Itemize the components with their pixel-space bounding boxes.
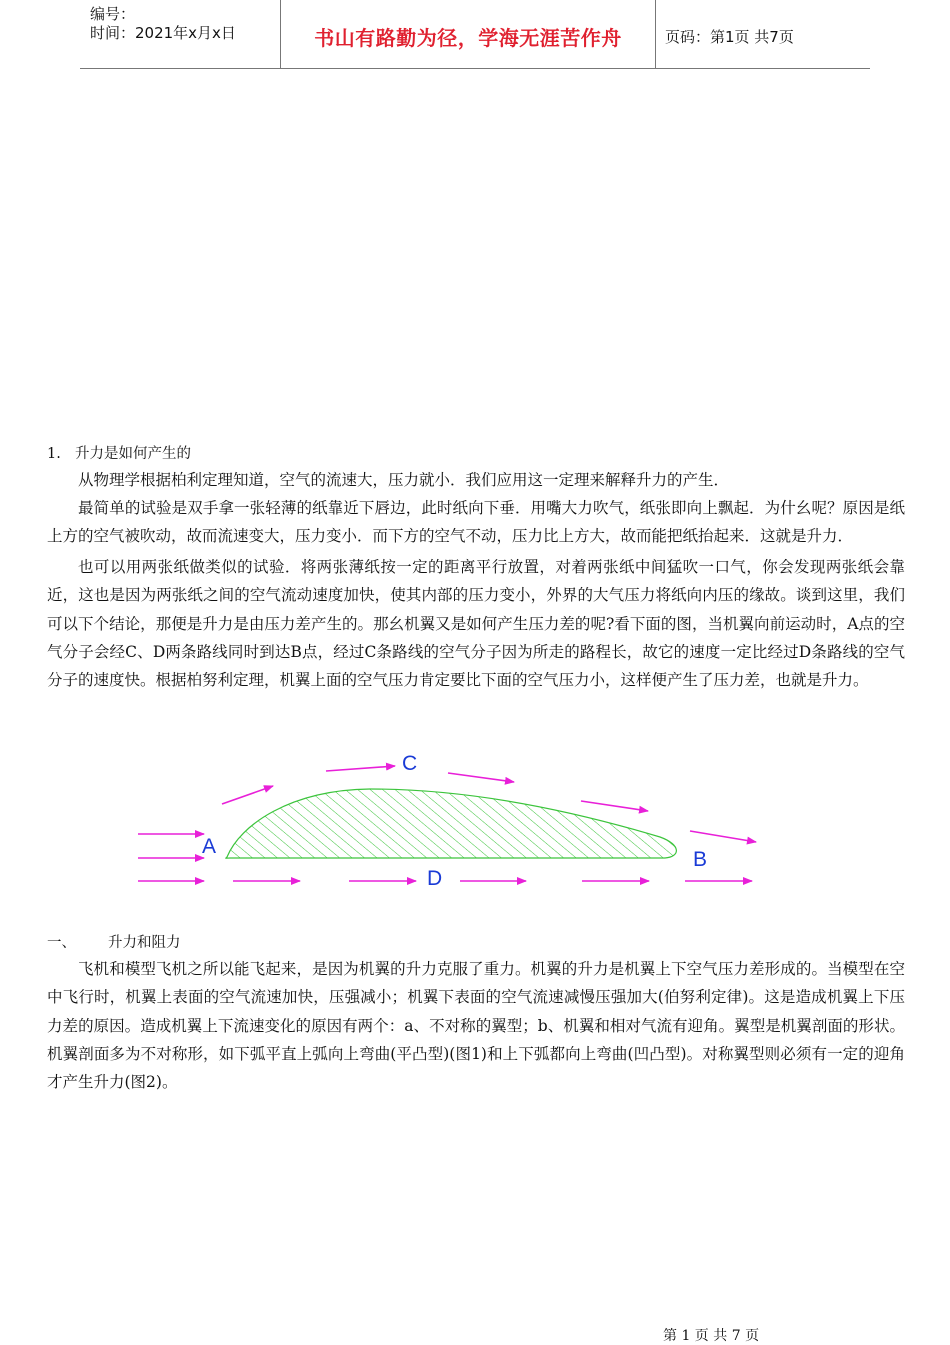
section-title: 升力是如何产生的: [75, 446, 191, 462]
point-label-c: C: [402, 752, 418, 775]
header-motto: 书山有路勤为径，学海无涯苦作舟: [314, 26, 622, 50]
wing-profile: [226, 789, 677, 858]
header-page-info: 页码：第1页 共7页: [665, 28, 794, 46]
header-motto-cell: [280, 0, 656, 68]
point-label-b: B: [693, 848, 708, 871]
section-number: 1.: [47, 446, 61, 462]
paragraph: 最简单的试验是双手拿一张轻薄的纸靠近下唇边，此时纸向下垂．用嘴大力吹气，纸张即向上飘起．为什幺呢？原因是纸上方的空气被吹动，故而流速变大，压力变小．而下方的空气不动，压力比上方大，故而能把纸抬起来．这就是升力．: [47, 499, 905, 546]
page-footer: 第 1 页 共 7 页: [663, 1328, 760, 1344]
paragraph: 从物理学根据柏利定理知道，空气的流速大，压力就小．我们应用这一定理来解释升力的产生．: [78, 471, 730, 489]
airflow-arrow: [222, 786, 273, 804]
point-label-a: A: [202, 835, 217, 858]
airflow-arrow: [326, 766, 395, 771]
paragraph: 飞机和模型飞机之所以能飞起来，是因为机翼的升力克服了重力。机翼的升力是机翼上下空气压力差形成的。当模型在空中飞行时，机翼上表面的空气流速加快，压强减小；机翼下表面的空气流速减慢压强加大(伯努利定律)。这是造成机翼上下压力差的原因。造成机翼上下流速变化的原因有两个：a、不对称的翼型；b、机翼和相对气流有迎角。翼型是机翼剖面的形状。机翼剖面多为不对称形，如下弧平直上弧向上弯曲(平凸型)(图1)和上下弧都向上弯曲(凹凸型)。对称翼型则必须有一定的迎角才产生升力(图2)。: [47, 960, 905, 1092]
header-info-cell: [80, 0, 280, 68]
airflow-arrow: [690, 831, 756, 842]
section-heading-lift-drag: [47, 931, 181, 952]
document-number-label: 编号：: [90, 5, 136, 23]
page-header: [80, 0, 870, 69]
point-label-d: D: [427, 867, 443, 890]
airfoil-flow-diagram: [130, 745, 770, 895]
section-heading-lift-origin: [47, 442, 191, 463]
airflow-arrow: [448, 773, 514, 782]
section-title: 升力和阻力: [108, 935, 181, 951]
airflow-arrow: [581, 801, 648, 811]
document-time-label: 时间：2021年x月x日: [90, 24, 236, 42]
paragraph: 也可以用两张纸做类似的试验．将两张薄纸按一定的距离平行放置，对着两张纸中间猛吹一口气，你会发现两张纸会靠近，这也是因为两张纸之间的空气流动速度加快，使其内部的压力变小，外界的大气压力将纸向内压的缘故。谈到这里，我们可以下个结论，那便是升力是由压力差产生的。那幺机翼又是如何产生压力差的呢?看下面的图，当机翼向前运动时，A点的空气分子会经C、D两条路线同时到达B点，经过C条路线的空气分子因为所走的路程长，故它的速度一定比经过D条路线的空气分子的速度快。根据柏努利定理，机翼上面的空气压力肯定要比下面的空气压力小，这样便产生了压力差，也就是升力。: [47, 558, 905, 690]
header-page-cell: [655, 0, 870, 68]
section-number: 一、: [47, 935, 76, 951]
